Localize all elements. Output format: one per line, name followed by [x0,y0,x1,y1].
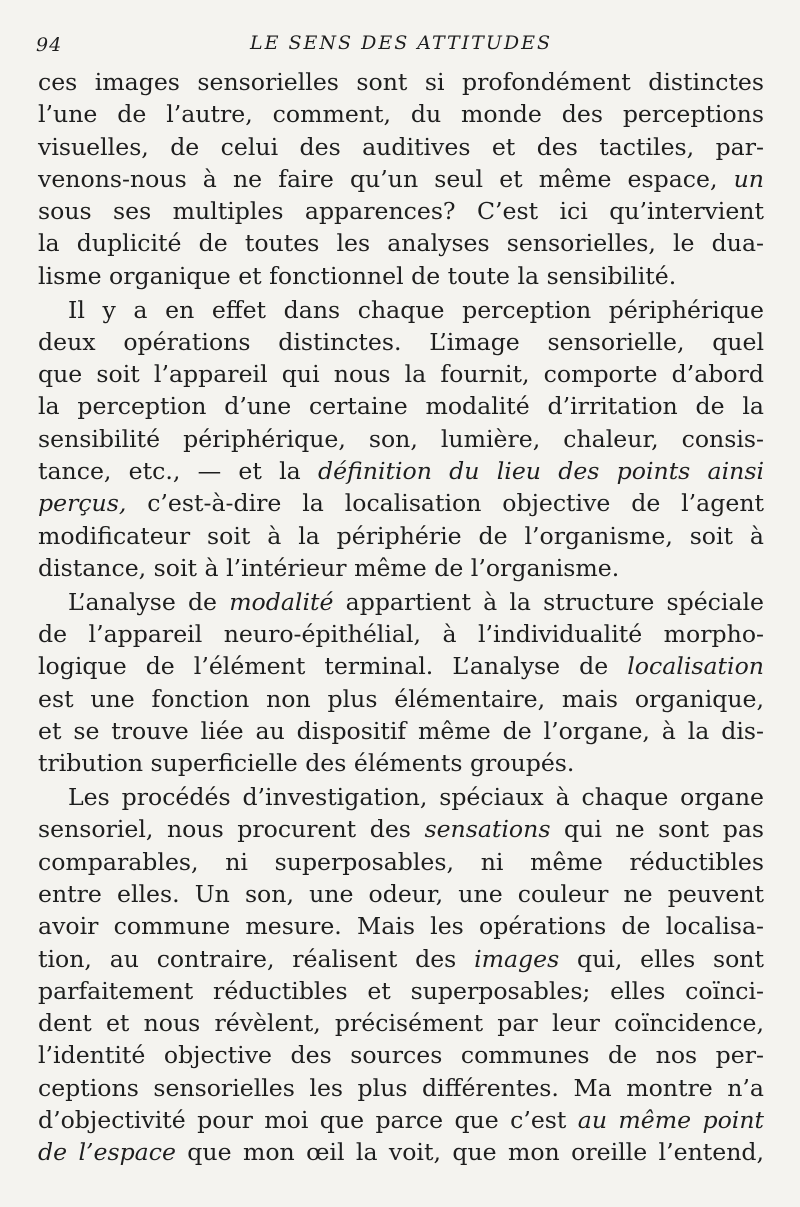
text-segment: que soit l’appareil qui nous la fournit, comporte d’abord [38,360,764,389]
body-text [38,66,764,1169]
text-segment: distance, soit à l’intérieur même de l’organisme. [38,553,620,582]
text-line [38,1104,764,1136]
text-line [38,455,764,487]
text-segment: sensoriel, nous procurent des [38,815,425,844]
text-segment: de l’appareil neuro-épithélial, à l’individualité morpho- [38,620,764,649]
italic-text: de l’espace [38,1138,176,1167]
text-segment: comparables, ni superposables, ni même réductibles [38,847,764,876]
text-line [38,520,764,552]
text-segment: la perception d’une certaine modalité d’irritation de la [38,392,764,421]
page-number: 94 [36,34,63,56]
italic-text: localisation [627,652,764,681]
text-segment: c’est-à-dire la localisation objective de l’agent [126,489,764,518]
text-line [38,586,764,618]
text-line [38,260,764,292]
text-segment: deux opérations distinctes. L’image sensorielle, quel [38,327,764,356]
text-line [38,227,764,259]
text-segment: parfaitement réductibles et superposables; elles coïnci- [38,976,764,1005]
text-line [38,66,764,98]
text-line [38,326,764,358]
text-line [38,98,764,130]
text-line [38,163,764,195]
text-segment: L’analyse de [68,587,230,616]
text-line [38,650,764,682]
text-line [38,358,764,390]
italic-text: perçus, [38,489,127,518]
italic-text: un [733,164,764,193]
text-segment: que mon œil la voit, que mon oreille l’entend, [175,1138,765,1167]
text-line [38,390,764,422]
text-segment: ceptions sensorielles les plus différentes. Ma montre n’a [38,1073,764,1102]
text-line [38,846,764,878]
text-segment: sous ses multiples apparences? C’est ici qu’intervient [38,197,764,226]
text-line [38,715,764,747]
italic-text: sensations [424,815,551,844]
text-segment: qui, elles sont [559,944,764,973]
text-segment: visuelles, de celui des auditives et des tactiles, par- [38,132,764,161]
text-segment: appartient à la structure spéciale [333,587,764,616]
text-segment: venons-nous à ne faire qu’un seul et même espace, [38,164,734,193]
italic-text: images [474,944,560,973]
text-segment: Les procédés d’investigation, spéciaux à chaque organe [68,783,764,812]
text-segment: ces images sensorielles sont si profondément distinctes [38,68,764,96]
text-line [38,813,764,845]
text-line [38,423,764,455]
text-line [38,294,764,326]
text-segment: Il y a en effet dans chaque perception périphérique [68,295,764,324]
text-line [38,552,764,584]
text-line [38,487,764,519]
text-segment: entre elles. Un son, une odeur, une couleur ne peuvent [38,879,764,908]
text-segment: tance, etc., — et la [38,457,318,486]
text-segment: l’identité objective des sources communes de nos per- [38,1041,764,1070]
text-segment: est une fonction non plus élémentaire, mais organique, [38,684,764,713]
text-segment: modificateur soit à la périphérie de l’organisme, soit à [38,521,764,550]
text-segment: dent et nous révèlent, précisément par leur coïncidence, [38,1009,764,1038]
italic-text: au même point [577,1106,764,1134]
paragraph [38,66,764,292]
text-segment: qui ne sont pas [550,815,764,844]
text-line [38,781,764,813]
text-line [38,195,764,227]
italic-text: définition du lieu des points ainsi [317,457,764,486]
text-segment: avoir commune mesure. Mais les opérations de localisa- [38,912,764,941]
text-segment: et se trouve liée au dispositif même de l’organe, à la dis- [38,716,764,745]
running-head: LE SENS DES ATTITUDES [250,32,552,54]
text-line [38,618,764,650]
text-segment: d’objectivité pour moi que parce que c’est [38,1106,578,1134]
text-segment: l’une de l’autre, comment, du monde des perceptions [38,100,764,129]
text-segment: lisme organique et fonctionnel de toute la sensibilité. [38,261,677,290]
text-line [38,975,764,1007]
text-line [38,131,764,163]
text-segment: tion, au contraire, réalisent des [38,944,475,973]
paragraph [38,586,764,780]
text-line [38,943,764,975]
text-segment: sensibilité périphérique, son, lumière, chaleur, consis- [38,424,764,453]
text-segment: logique de l’élément terminal. L’analyse de [38,652,628,681]
text-segment: la duplicité de toutes les analyses sensorielles, le dua- [38,229,764,258]
text-line [38,878,764,910]
text-line [38,1039,764,1071]
paragraph [38,294,764,585]
page-header [36,32,766,60]
text-line [38,1136,764,1168]
text-line [38,1007,764,1039]
text-line [38,910,764,942]
text-line [38,747,764,779]
text-line [38,1072,764,1104]
paragraph [38,781,764,1169]
text-segment: tribution superficielle des éléments groupés. [38,749,575,778]
italic-text: modalité [229,587,334,616]
text-line [38,683,764,715]
